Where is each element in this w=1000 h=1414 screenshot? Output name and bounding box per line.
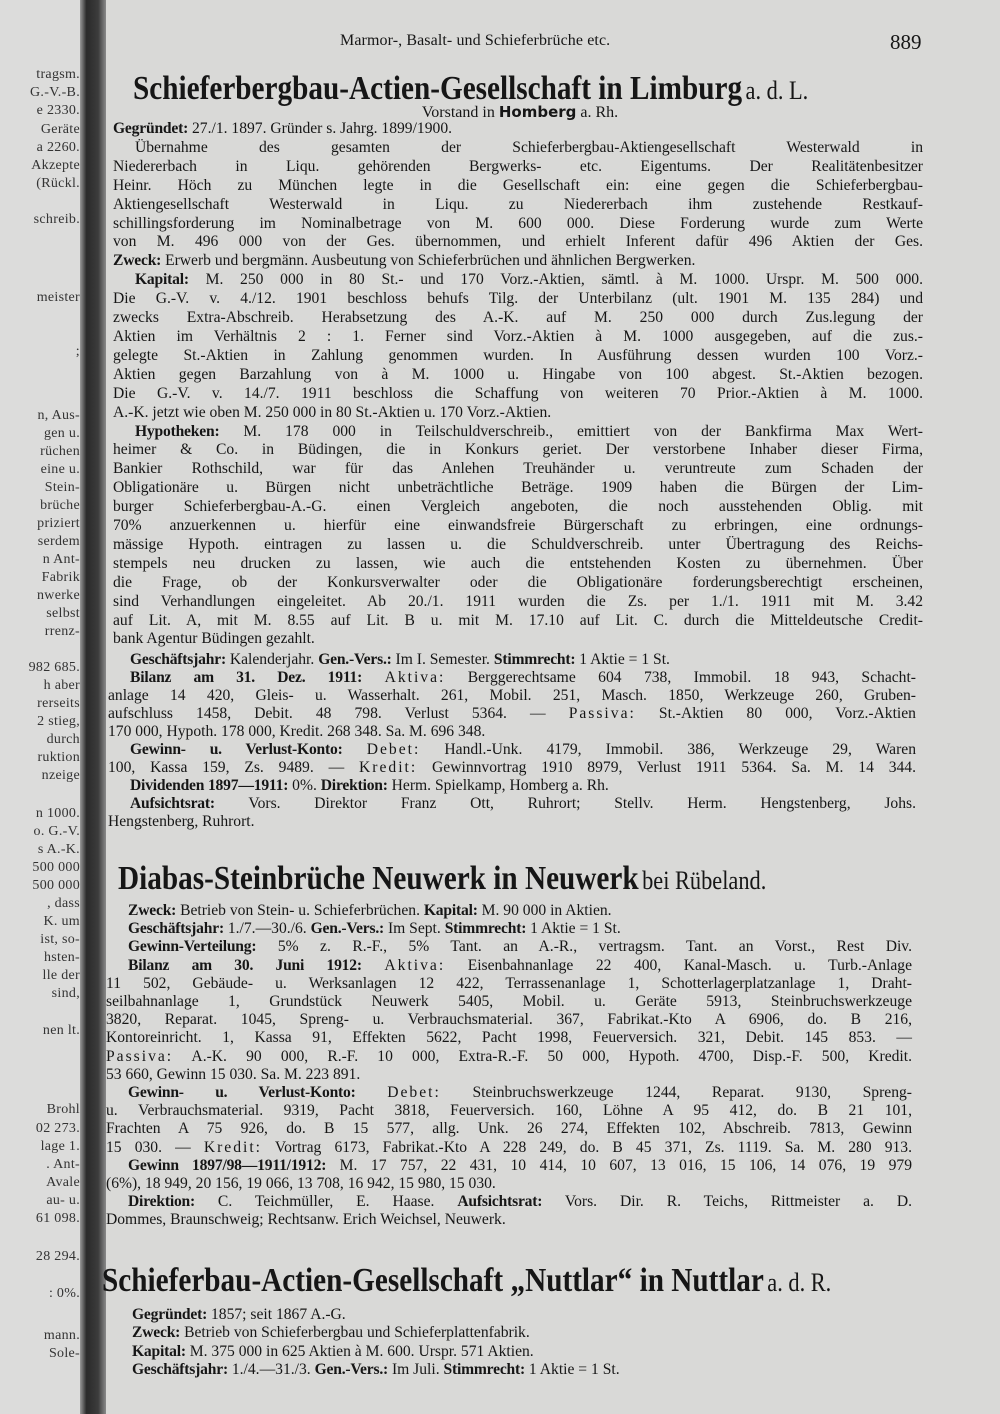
adjacent-page-fragment: Sole- xyxy=(48,1346,80,1361)
text-line xyxy=(113,460,923,479)
subtitle-post: a. Rh. xyxy=(580,104,619,121)
adjacent-page-fragment: (Rückl. xyxy=(36,176,80,191)
entry-title-text: Schieferbau-Actien-Gesellschaft „Nuttlar“ in Nuttlar xyxy=(102,1262,764,1299)
text-run: Übernahme des gesamten der Schieferbergbau-Aktiengesellschaft Westerwald in xyxy=(135,138,923,156)
text-line xyxy=(108,813,916,831)
text-run: u. Verbrauchsmaterial. 9319, Pacht 3818, Feuerversich. 160, Löhne A 95 412, do. B 21 101, xyxy=(106,1102,912,1120)
text-line xyxy=(113,612,923,631)
field-label: Geschäftsjahr: xyxy=(132,1360,228,1378)
text-line xyxy=(106,993,912,1011)
adjacent-page-fragment: tragsm. xyxy=(36,67,80,82)
text-run: 1857; seit 1867 A.-G. xyxy=(207,1306,346,1323)
text-run: M. 17 757, 22 431, 10 414, 10 607, 13 016, 15 106, 14 076, 19 979 xyxy=(326,1156,912,1174)
text-line xyxy=(113,252,923,271)
field-label: Aufsichtsrat: xyxy=(130,795,215,812)
entry-title-text: Schieferbergbau-Actien-Gesellschaft in Limburg xyxy=(133,70,743,107)
text-run: burger Schieferbergbau-A.-G. einen Vergleich angeboten, die noch ausstehenden Oblig. mit xyxy=(113,498,923,516)
text-line xyxy=(113,177,923,196)
adjacent-page-fragment: K. um xyxy=(43,914,80,929)
field-label: Zweck: xyxy=(113,252,162,270)
text-run: Erwerb und bergmänn. Ausbeutung von Schieferbrüchen und ähnlichen Bergwerken. xyxy=(161,252,696,270)
text-run: 11 502, Gebäude- u. Werksanlagen 12 422, Terrassenanlage 1, Schotterlagerplatzanlage 1, Draht- xyxy=(106,974,912,992)
field-label: Hypotheken: xyxy=(135,422,220,440)
text-run: Aktiengesellschaft Westerwald in Liqu. zu Niedererbach ihm zustehende Restkauf- xyxy=(113,195,923,213)
text-line xyxy=(108,777,916,795)
field-label: Gegründet: xyxy=(132,1306,208,1323)
text-line xyxy=(113,158,923,177)
adjacent-page-fragment: Stein- xyxy=(44,480,80,495)
field-label: Bilanz am 30. Juni 1912: xyxy=(128,956,362,974)
text-line xyxy=(113,290,923,309)
text-run: C. Teichmüller, E. Haase. xyxy=(195,1193,458,1211)
text-run: Obligationäre u. Bürgen nicht unbeträchtliche Beträge. 1909 haben die Bürgen der Lim- xyxy=(113,479,923,497)
adjacent-page-fragment: ruktion xyxy=(37,750,80,765)
text-line xyxy=(106,1011,912,1029)
text-line xyxy=(108,723,916,741)
adjacent-page-fragment: s A.-K. xyxy=(37,842,80,857)
text-line xyxy=(106,1157,912,1175)
text-run: Niedererbach in Liqu. gehörenden Bergwerks- etc. Eigentums. Der Realitätenbesitzer xyxy=(113,157,923,175)
adjacent-page-fragment: schreib. xyxy=(33,212,80,227)
adjacent-page-fragment: n 1000. xyxy=(35,806,80,821)
adjacent-page-fragment: mann. xyxy=(43,1328,80,1343)
text-run: Die G.-V. v. 4./12. 1901 beschloss behufs Tilg. der Unterbilanz (ult. 1901 M. 135 284) und xyxy=(113,290,923,308)
text-run: Die G.-V. v. 14./7. 1911 beschloss die Schaffung von weiteren 70 Prior.-Aktien à M. 1000. xyxy=(113,384,923,402)
text-run: (6%), 18 949, 20 156, 19 066, 13 708, 16 942, 15 980, 15 030. xyxy=(106,1175,496,1193)
field-label: Gen.-Vers.: xyxy=(318,651,392,668)
account-section-label: Passiva: xyxy=(106,1047,174,1065)
field-label: Stimmrecht: xyxy=(493,651,576,668)
text-run: mässige Hypoth. eintragen zu lassen u. die Schuldverschreib. unter Übertragung des Reichs- xyxy=(113,535,923,553)
entry-title-nuttlar xyxy=(102,1262,831,1300)
text-line xyxy=(106,1193,912,1211)
text-run: aufschluss 1458, Debit. 48 798. Verlust 5364. — xyxy=(108,705,569,722)
field-label: Direktion: xyxy=(128,1193,196,1211)
field-label: Zweck: xyxy=(132,1324,181,1342)
account-section-label: Passiva: xyxy=(568,705,636,722)
adjacent-page-fragment: rrenz- xyxy=(44,624,80,639)
text-line xyxy=(110,1324,910,1342)
text-run: St.-Aktien 80 000, Vorz.-Aktien xyxy=(635,705,916,722)
text-line xyxy=(106,902,912,920)
text-run: gelegte St.-Aktien in Zahlung genommen wurden. In Ausführung dessen wurden 100 Vorz.- xyxy=(113,346,923,364)
field-label: Kapital: xyxy=(423,902,478,919)
adjacent-page-fragment: eine u. xyxy=(40,462,80,477)
text-line xyxy=(113,574,923,593)
text-line xyxy=(108,687,916,705)
adjacent-page-fragment: hsten- xyxy=(43,950,80,965)
text-run: Heinr. Höch zu München legte in die Gesellschaft ein: eine gegen die Schieferbergbau- xyxy=(113,176,923,194)
adjacent-page-edge xyxy=(0,0,80,1414)
text-line xyxy=(113,593,923,612)
entry-body-neuwerk xyxy=(106,902,912,1230)
running-head: Marmor-, Basalt- und Schieferbrüche etc. xyxy=(340,32,611,49)
text-run: von M. 496 000 von der Ges. übernommen, und erhielt Inferent dafür 496 Aktien der Ges. xyxy=(113,233,923,251)
text-line xyxy=(108,669,916,687)
entry-title-suffix: a. d. R. xyxy=(767,1268,832,1297)
text-line xyxy=(113,347,923,366)
subtitle-place: Homberg xyxy=(498,103,577,121)
text-run: Aktien im Verhältnis 2 : 1. Ferner sind Vorz.-Aktien à M. 1000 ausgegeben, auf die zus.- xyxy=(113,327,923,345)
adjacent-page-fragment: rüchen xyxy=(40,444,80,459)
text-line xyxy=(106,1102,912,1120)
adjacent-page-fragment: 2 stieg, xyxy=(37,714,80,729)
text-line xyxy=(113,233,923,252)
field-label: Stimmrecht: xyxy=(443,1360,526,1378)
text-run: 100, Kassa 159, Zs. 9489. — xyxy=(108,759,360,776)
text-run: Berggerechtsame 604 738, Immobil. 18 943, Schacht- xyxy=(445,669,916,686)
entry-body-limburg-financials xyxy=(108,651,916,831)
entry-title-suffix: bei Rübeland. xyxy=(642,866,767,895)
text-line xyxy=(113,517,923,536)
text-run: 1 Aktie = 1 St. xyxy=(526,920,621,938)
entry-title-text: Diabas-Steinbrüche Neuwerk in Neuwerk xyxy=(118,860,639,897)
field-label: Kapital: xyxy=(132,1342,186,1360)
book-gutter xyxy=(80,0,106,1414)
text-run: A.-K. 90 000, R.-F. 10 000, Extra-R.-F. 50 000, Hypoth. 4700, Disp.-F. 500, Kredit. xyxy=(173,1047,912,1065)
text-line xyxy=(113,498,923,517)
text-run: 0%. xyxy=(288,777,321,794)
text-run: Betrieb von Stein- u. Schieferbrüchen. xyxy=(176,902,424,919)
text-run: 1 Aktie = 1 St. xyxy=(575,651,670,668)
text-run: M. 250 000 in 80 St.- und 170 Vorz.-Aktien, sämtl. à M. 1000. Urspr. M. 500 000. xyxy=(188,271,923,289)
text-run xyxy=(343,741,367,758)
text-run: Aktien gegen Barzahlung von à M. 1000 u. Hingabe von 100 abgest. St.-Aktien bezogen. xyxy=(113,365,923,383)
field-label: Geschäftsjahr: xyxy=(128,920,224,938)
adjacent-page-fragment: 61 098. xyxy=(35,1211,80,1226)
text-line xyxy=(108,759,916,777)
entry-title-neuwerk xyxy=(118,860,766,898)
text-run: Gewinnvortrag 1910 8979, Verlust 1911 5364. Sa. M. 14 344. xyxy=(417,759,916,776)
text-line xyxy=(113,441,923,460)
subtitle-pre: Vorstand in xyxy=(421,104,495,121)
text-line xyxy=(113,423,923,442)
text-run: 70% anzuerkennen u. hierfür eine einwandsfreie Bürgerschaft zu erbringen, eine ordnungs- xyxy=(113,517,923,535)
adjacent-page-fragment: au- u. xyxy=(46,1193,80,1208)
text-run: 3820, Reparat. 1045, Spreng- u. Verbrauchsmaterial. 367, Fabrikat.-Kto A 6906, do. B 216, xyxy=(106,1011,912,1029)
text-line xyxy=(113,555,923,574)
text-run: M. 178 000 in Teilschuldverschreib., emittiert von der Bankfirma Max Wert- xyxy=(219,422,923,440)
text-line xyxy=(113,385,923,404)
account-section-label: Debet: xyxy=(366,741,421,758)
text-run: 170 000, Hypoth. 178 000, Kredit. 268 348. Sa. M. 696 348. xyxy=(108,723,486,740)
adjacent-page-fragment: durch xyxy=(46,732,80,747)
adjacent-page-fragment: 500 000 xyxy=(32,878,80,893)
adjacent-page-fragment: nwerke xyxy=(36,588,80,603)
text-line xyxy=(113,630,923,649)
text-run: Handl.-Unk. 4179, Immobil. 386, Werkzeuge 29, Waren xyxy=(420,741,916,758)
adjacent-page-fragment: 982 685. xyxy=(28,660,80,675)
text-line xyxy=(106,1066,912,1084)
text-line xyxy=(110,1343,910,1361)
adjacent-page-fragment: gen u. xyxy=(43,426,80,441)
adjacent-page-fragment: Fabrik xyxy=(41,570,80,585)
text-run xyxy=(362,669,384,686)
entry-body-nuttlar xyxy=(110,1306,910,1379)
adjacent-page-fragment: lage 1. xyxy=(40,1139,80,1154)
text-line xyxy=(113,215,923,234)
text-run: seilbahnanlage 1, Grundstück Neuwerk 5405, Mobil. u. Geräte 5913, Steinbruchswerkzeuge xyxy=(106,993,912,1011)
text-run: Vors. Direktor Franz Ott, Ruhrort; Stellv. Herm. Hengstenberg, Johs. xyxy=(214,795,916,812)
account-section-label: Debet: xyxy=(387,1084,441,1102)
text-line xyxy=(106,920,912,938)
text-line xyxy=(106,1139,912,1157)
text-run: Vors. Dir. R. Teichs, Rittmeister a. D. xyxy=(542,1193,912,1211)
adjacent-page-fragment: 500 000 xyxy=(32,860,80,875)
field-label: Gewinn- u. Verlust-Konto: xyxy=(128,1084,356,1102)
text-line xyxy=(113,139,923,158)
text-run: Betrieb von Schieferbergbau und Schieferplattenfabrik. xyxy=(180,1324,530,1342)
adjacent-page-fragment: , dass xyxy=(47,896,80,911)
text-run: 15 030. — xyxy=(106,1138,204,1156)
text-run: anlage 14 420, Gleis- u. Wasserhalt. 261, Mobil. 251, Masch. 1850, Werkzeuge 260, Gruben- xyxy=(108,687,916,704)
field-label: Gegründet: xyxy=(113,120,189,137)
text-line xyxy=(108,705,916,723)
field-label: Gen.-Vers.: xyxy=(314,1360,389,1378)
text-run: 27./1. 1897. Gründer s. Jahrg. 1899/1900. xyxy=(188,120,453,137)
text-run: Herm. Spielkamp, Homberg a. Rh. xyxy=(387,777,609,794)
text-run: Dommes, Braunschweig; Rechtsanw. Erich Weichsel, Neuwerk. xyxy=(106,1211,506,1229)
field-label: Direktion: xyxy=(320,777,388,794)
text-run: 1 Aktie = 1 St. xyxy=(525,1360,620,1378)
account-section-label: Aktiva: xyxy=(384,669,446,686)
field-label: Gewinn- u. Verlust-Konto: xyxy=(130,741,343,758)
text-run xyxy=(362,957,385,974)
account-section-label: Kredit: xyxy=(203,1138,263,1156)
field-label: Gen.-Vers.: xyxy=(310,920,385,938)
adjacent-page-fragment: n, Aus- xyxy=(37,408,80,423)
text-line xyxy=(106,938,912,956)
text-run: zwecks Extra-Abschreib. Herabsetzung des A.-K. auf M. 250 000 durch Zus.legung der xyxy=(113,309,923,327)
adjacent-page-fragment: o. G.-V. xyxy=(33,824,80,839)
text-run: heimer & Co. in Büdingen, die in Konkurs geriet. Der verstorbene Inhaber dieser Firma, xyxy=(113,441,923,459)
adjacent-page-fragment: lle der xyxy=(42,968,80,983)
text-line xyxy=(106,1084,912,1102)
text-run: 53 660, Gewinn 15 030. Sa. M. 223 891. xyxy=(106,1065,361,1083)
text-run xyxy=(356,1084,388,1101)
text-run: Bankier Rothschild, war für das Anlehen Treuhänder u. veruntreute zum Schaden der xyxy=(113,460,923,478)
adjacent-page-fragment: serdem xyxy=(37,534,80,549)
adjacent-page-fragment: n Ant- xyxy=(42,552,80,567)
adjacent-page-fragment: a 2260. xyxy=(36,140,80,155)
text-run: schillingsforderung im Nominalbetrage von M. 600 000. Diese Forderung wurde zum Werte xyxy=(113,214,923,232)
adjacent-page-fragment: : 0%. xyxy=(48,1286,80,1301)
text-run: auf Lit. A, mit M. 8.55 auf Lit. B u. mit M. 17.10 auf Lit. C. durch die Mitteldeutsche Credit- xyxy=(113,611,923,629)
text-line xyxy=(108,651,916,669)
text-line xyxy=(106,957,912,975)
field-label: Geschäftsjahr: xyxy=(130,651,226,668)
field-label: Kapital: xyxy=(135,271,189,289)
adjacent-page-fragment: Geräte xyxy=(40,122,80,137)
text-line xyxy=(108,741,916,759)
text-run: Frachten A 75 926, do. B 15 577, allg. Unk. 26 274, Effekten 102, Abschreib. 7813, Gewinn xyxy=(106,1120,912,1138)
text-line xyxy=(106,1029,912,1047)
text-run: bank Agentur Büdingen gezahlt. xyxy=(113,630,315,648)
text-line xyxy=(113,479,923,498)
text-run: Kalenderjahr. xyxy=(225,651,319,668)
text-line xyxy=(108,795,916,813)
text-run: M. 375 000 in 625 Aktien à M. 600. Urspr. 571 Aktien. xyxy=(185,1342,534,1360)
text-run: 1./7.—30./6. xyxy=(223,920,311,938)
text-run: A.-K. jetzt wie oben M. 250 000 in 80 St.-Aktien u. 170 Vorz.-Aktien. xyxy=(113,403,552,421)
entry-title-suffix: a. d. L. xyxy=(745,76,809,105)
text-line xyxy=(113,271,923,290)
text-run: Hengstenberg, Ruhrort. xyxy=(108,813,255,830)
field-label: Gewinn 1897/98—1911/1912: xyxy=(128,1156,327,1174)
text-run: stempels neu drucken zu lassen, wie auch die entstehenden Kosten zu übernehmen. Über xyxy=(113,554,923,572)
text-run: 5% z. R.-F., 5% Tant. an A.-R., vertragsm. Tant. an Vorst., Rest Div. xyxy=(256,938,912,956)
field-label: Aufsichtsrat: xyxy=(457,1193,543,1211)
text-line xyxy=(106,1120,912,1138)
adjacent-page-fragment: 28 294. xyxy=(35,1249,80,1264)
field-label: Dividenden 1897—1911: xyxy=(130,777,289,794)
text-line xyxy=(106,1048,912,1066)
text-line xyxy=(113,120,923,139)
entry-body-limburg-history xyxy=(113,120,923,649)
text-line xyxy=(106,975,912,993)
adjacent-page-fragment: selbst xyxy=(46,606,80,621)
text-line xyxy=(113,196,923,215)
adjacent-page-fragment: h aber xyxy=(43,678,80,693)
adjacent-page-fragment: . Ant- xyxy=(46,1157,80,1172)
adjacent-page-fragment: meister xyxy=(36,290,80,305)
adjacent-page-fragment: nzeige xyxy=(41,768,80,783)
adjacent-page-fragment: ; xyxy=(75,344,80,359)
text-line xyxy=(110,1361,910,1379)
text-run: Eisenbahnanlage 22 400, Kanal-Masch. u. Turb.-Anlage xyxy=(445,956,912,974)
account-section-label: Aktiva: xyxy=(384,956,446,974)
adjacent-page-fragment: sind, xyxy=(51,986,80,1001)
text-line xyxy=(106,1211,912,1229)
text-run: sind Verhandlungen eingeleitet. Ab 20./1. 1911 wurden die Zs. per 1./1. 1911 mit M. 3.42 xyxy=(113,592,923,610)
adjacent-page-fragment: nen lt. xyxy=(42,1023,80,1038)
text-line xyxy=(113,328,923,347)
text-run: Im Sept. xyxy=(384,920,445,938)
adjacent-page-fragment: priziert xyxy=(37,516,80,531)
text-line xyxy=(113,309,923,328)
account-section-label: Kredit: xyxy=(359,759,418,776)
text-run: Kontoreinricht. 1, Kassa 91, Effekten 5622, Pacht 1998, Feuerversich. 321, Debit. 145 853. — xyxy=(106,1029,912,1047)
text-run: Im Juli. xyxy=(388,1360,444,1378)
page-number: 889 xyxy=(890,30,922,54)
text-run: 1./4.—31./3. xyxy=(227,1360,315,1378)
adjacent-page-fragment: Brohl xyxy=(46,1102,80,1117)
text-run: Steinbruchswerkzeuge 1244, Reparat. 9130, Spreng- xyxy=(440,1084,912,1102)
adjacent-page-fragment: 02 273. xyxy=(35,1121,80,1136)
field-label: Gewinn-Verteilung: xyxy=(128,938,257,956)
text-line xyxy=(113,366,923,385)
adjacent-page-fragment: Avale xyxy=(46,1175,80,1190)
adjacent-page-fragment: rerseits xyxy=(37,696,80,711)
field-label: Bilanz am 31. Dez. 1911: xyxy=(130,669,363,686)
adjacent-page-fragment: e 2330. xyxy=(36,103,80,118)
text-line xyxy=(106,1175,912,1193)
text-run: Vortrag 6173, Fabrikat.-Kto A 228 249, do. B 45 371, Zs. 1119. Sa. M. 280 913. xyxy=(262,1138,913,1156)
text-line xyxy=(113,404,923,423)
adjacent-page-fragment: Akzepte xyxy=(31,158,80,173)
adjacent-page-fragment: G.-V.-B. xyxy=(30,85,80,100)
field-label: Stimmrecht: xyxy=(444,920,527,938)
text-run: M. 90 000 in Aktien. xyxy=(477,902,612,919)
text-run: Im I. Semester. xyxy=(391,651,494,668)
text-line xyxy=(110,1306,910,1324)
field-label: Zweck: xyxy=(128,902,177,919)
adjacent-page-fragment: ist, so- xyxy=(40,932,80,947)
text-run: die Frage, ob der Konkursverwalter oder die Obligationäre forderungsberechtigt erscheinen, xyxy=(113,573,923,591)
adjacent-page-fragment: brüche xyxy=(40,498,80,513)
text-line xyxy=(113,536,923,555)
